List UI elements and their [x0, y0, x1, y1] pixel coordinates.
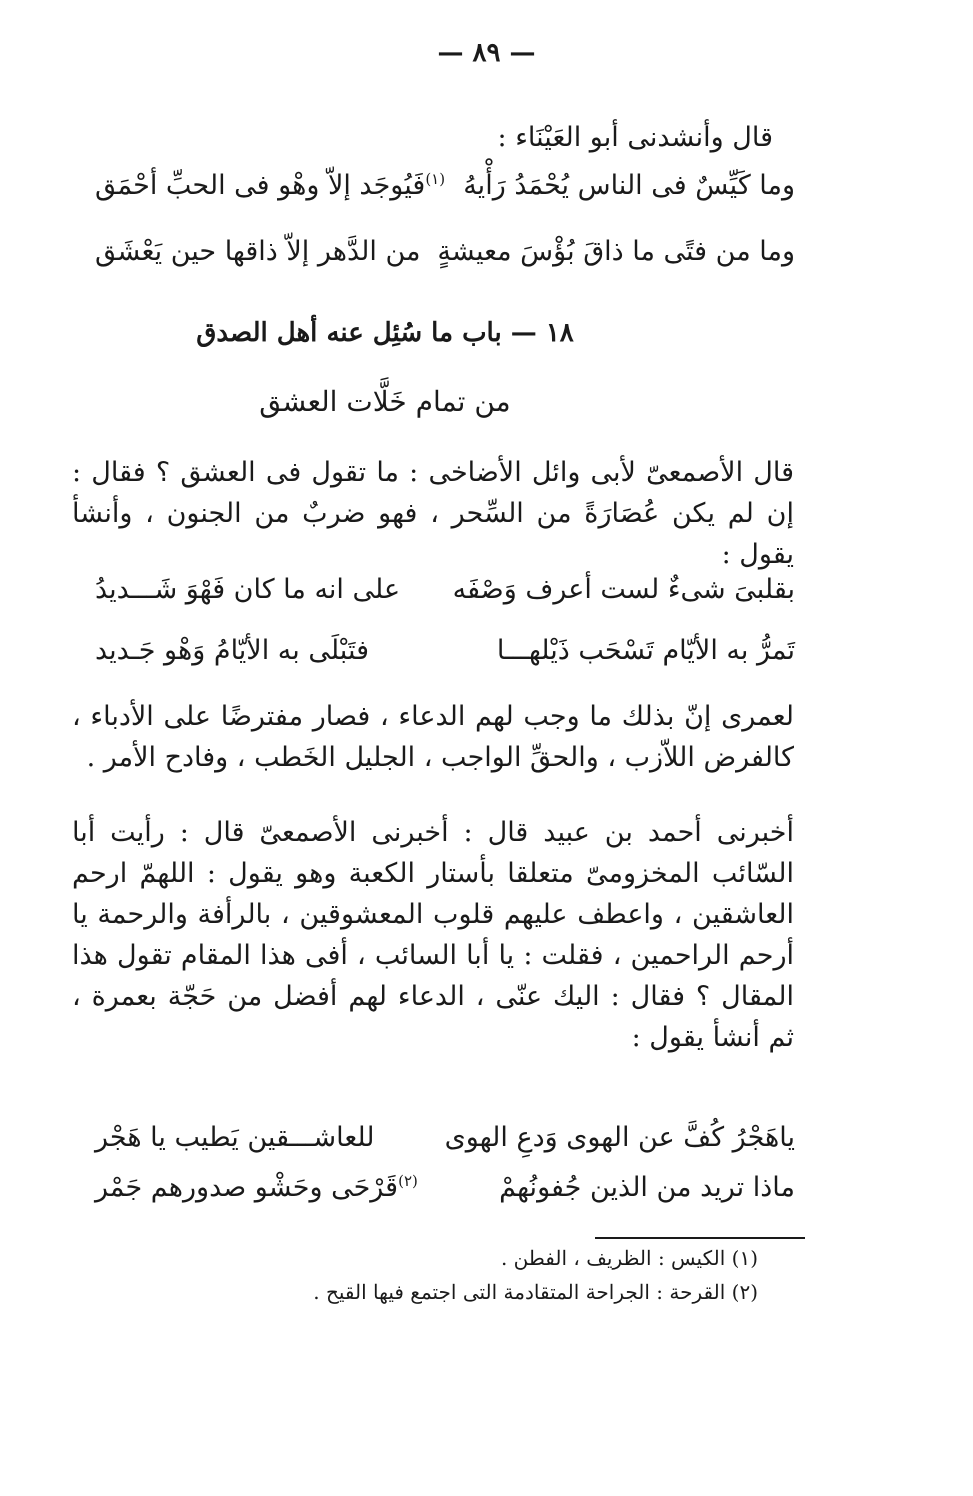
- verse-first-hemistich: وما كَيِّسٌ فى الناس يُحْمَدُ رَأْيهُ: [463, 170, 795, 201]
- verse-second-hemistich: على انه ما كان فَهْوَ شَـــديدُ: [95, 574, 401, 605]
- verse-second-hemistich: للعاشـــقين يَطيب يا هَجْر: [95, 1122, 375, 1153]
- chapter-subheading: من تمام خَلَّات العشق: [259, 385, 511, 418]
- verse-second-hemistich: [95, 170, 445, 201]
- paragraph: لعمرى إنّ بذلك ما وجب لهم الدعاء ، فصار مفترضًا على الأدباء ، كالفرض اللاّزب ، والحقِّ الواجب ، الجليل الخَطب ، وفادح الأمر .: [72, 701, 794, 773]
- footnote-ref: (٢): [398, 1172, 418, 1190]
- verse-text: فَيُوجَد إلاّ وهْو فى الحبِّ أحْمَق: [95, 170, 426, 201]
- verse-first-hemistich: بقلبىَ شىءٌ لست أعرف وَصْفَه: [452, 574, 795, 605]
- footnote-ref: (١): [425, 170, 446, 188]
- verse-first-hemistich: تَمرُّ به الأيّام تَسْحَب ذَيْلهـــا: [496, 635, 795, 666]
- verse-first-hemistich: ياهَجْرُ كُفَّ عن الهوى وَدعِ الهوى: [444, 1122, 795, 1153]
- page-number: — ٨٩ —: [437, 38, 536, 68]
- verse-line: [95, 170, 795, 216]
- paragraph: أخبرنى أحمد بن عبيد قال : أخبرنى الأصمعىّ قال : رأيت أبا السّائب المخزومىّ متعلقا بأستار الكعبة وهو يقول : اللهمّ ارحم العاشقين ، واعطف عليهم قلوب المعشوقين ، بالرأفة والرحمة يا أرحم الراحمين ، فقلت : يا أبا السائب ، أفى هذا المقام تقول هذا المقال ؟ فقال : اليك عنّى ، الدعاء لهم أفضل من حَجّة بعمرة ، ثم أنشأ يقول :: [72, 817, 794, 1053]
- verse-second-hemistich: فتَبْلَى به الأيّامُ وَهْو جَـديد: [95, 635, 370, 666]
- footnote-divider: [595, 1237, 805, 1239]
- paragraph: قال الأصمعىّ لأبى وائل الأضاخى : ما تقول فى العشق ؟ فقال : إن لم يكن عُصَارَةً من السِّحر ، فهو ضربٌ من الجنون ، وأنشأ يقول :: [72, 457, 794, 570]
- verse-second-hemistich: من الدَّهر إلاّ ذاقها حين يَعْشَق: [95, 236, 421, 267]
- footnote: (١) الكيس : الظريف ، الفطن .: [500, 1246, 758, 1270]
- footnote: (٢) القرحة : الجراحة المتقادمة التى اجتمع فيها القيح .: [313, 1280, 758, 1304]
- verse-line: [95, 574, 795, 620]
- chapter-heading: ١٨ — باب ما سُئِل عنه أهل الصدق: [196, 318, 574, 348]
- verse-first-hemistich: ماذا تريد من الذين جُفونُهمْ: [499, 1172, 795, 1203]
- verse-line: [95, 236, 795, 282]
- verse-line: [95, 1122, 795, 1168]
- intro-line: قال وأنشدنى أبو العَيْنَاء :: [497, 122, 773, 153]
- verse-first-hemistich: وما من فتًى ما ذاقَ بُؤْسَ معيشةٍ: [437, 236, 795, 267]
- verse-second-hemistich: [95, 1172, 418, 1203]
- verse-line: [95, 1172, 795, 1218]
- verse-line: [95, 635, 795, 681]
- verse-text: قَرْحَى وحَشْو صدورهم جَمْر: [95, 1172, 399, 1203]
